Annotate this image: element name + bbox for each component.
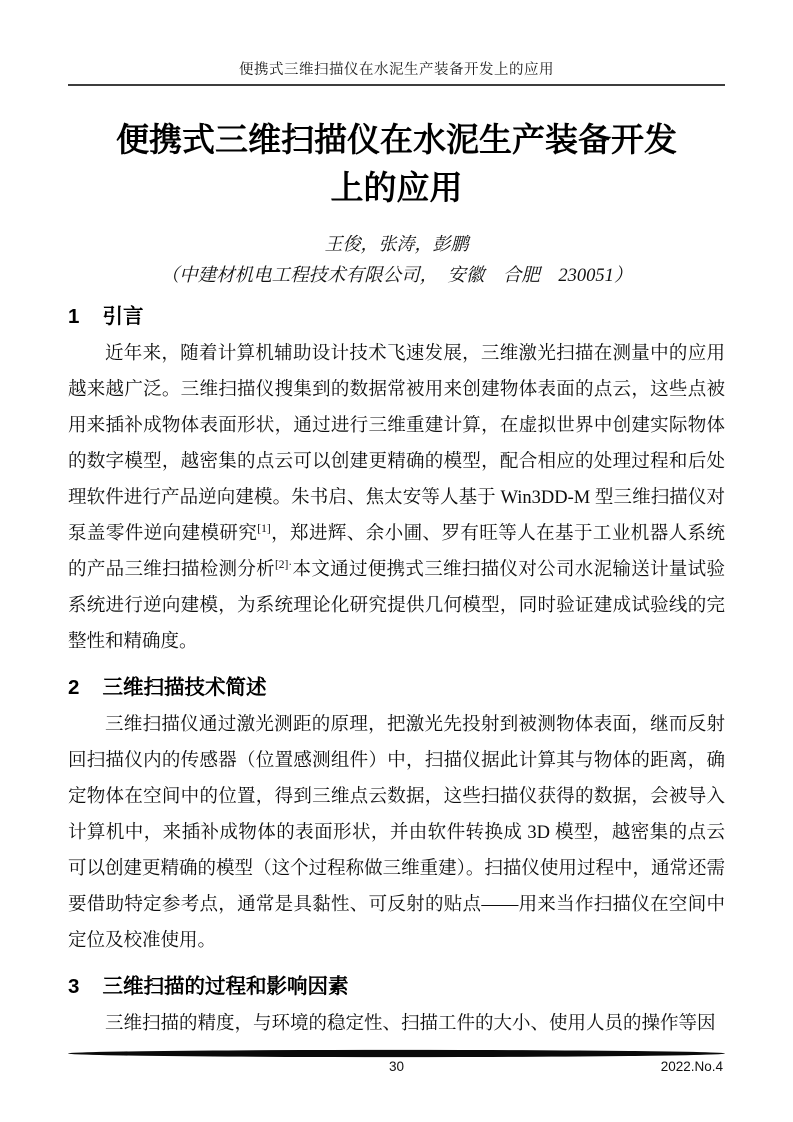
running-header-rule: [68, 0, 725, 86]
article-body: [68, 303, 725, 1042]
section-heading-3: [68, 973, 725, 1001]
paragraph-introduction: [68, 336, 725, 660]
paragraph-scanning-process: 三维扫描的精度，与环境的稳定性、扫描工件的大小、使用人员的操作等因: [105, 1014, 716, 1034]
running-header: 便携式三维扫描仪在水泥生产装备开发上的应用: [239, 62, 554, 78]
paragraph-1-text-end: 本文通过便携式三维扫描仪对公司水泥输送计量试验系统进行逆向建模，为系统理论化研究提供几何模型，同时验证建成试验线的完整性和精确度。: [68, 560, 725, 652]
paragraph-1-text: 近年来，随着计算机辅助设计技术飞速发展，三维激光扫描在测量中的应用越来越广泛。三维扫描仪搜集到的数据常被用来创建物体表面的点云，这些点被用来插补成物体表面形状，通过进行三维重建计算，在虚拟世界中创建实际物体的数字模型，越密集的点云可以创建更精确的模型，配合相应的处理过程和后处理软件进行产品逆向建模。朱书启、焦太安等人基于 Win3DD-M 型三维扫描仪对泵盖零件逆向建模研究: [68, 344, 725, 544]
authors-line: 王俊，张涛，彭鹏: [324, 234, 469, 254]
article-title-line1: 便携式三维扫描仪在水泥生产装备开发: [116, 121, 677, 158]
paragraph-1-text-continued: ，郑进辉、余小圃、罗有旺等人在基于工业机器人系统的产品三维扫描检测分析: [68, 524, 725, 580]
section-title-1: 引言: [102, 305, 144, 328]
page-number: 30: [388, 1059, 405, 1074]
affiliation-line: （中建材机电工程技术有限公司， 安徽 合肥 230051）: [160, 266, 633, 286]
citation-ref-1: [1]: [257, 522, 271, 535]
article-title: [60, 116, 733, 212]
section-number-1: 1: [68, 305, 80, 328]
issue-number: 2022.No.4: [660, 1059, 723, 1074]
footer-row: [68, 1059, 725, 1077]
citation-ref-2: [2]·: [274, 558, 293, 571]
footer-divider-rule: [68, 1049, 725, 1058]
section-heading-1: [68, 303, 725, 331]
section-heading-2: [68, 674, 725, 702]
paragraph-scanning-overview: 三维扫描仪通过激光测距的原理，把激光先投射到被测物体表面，继而反射回扫描仪内的传感器（位置感测组件）中，扫描仪据此计算其与物体的距离，确定物体在空间中的位置，得到三维点云数据，这些扫描仪获得的数据，会被导入计算机中，来插补成物体的表面形状，并由软件转换成 3D 模型，越密集的点云可以创建更精确的模型（这个过程称做三维重建）。扫描仪使用过程中，通常还需要借助特定参考点，通常是具黏性、可反射的贴点——用来当作扫描仪在空间中定位及校准使用。: [68, 715, 725, 951]
section-number-2: 2: [68, 676, 80, 699]
section-title-2: 三维扫描技术简述: [102, 676, 267, 699]
article-title-line2: 上的应用: [330, 169, 463, 206]
section-number-3: 3: [68, 975, 80, 998]
section-title-3: 三维扫描的过程和影响因素: [102, 975, 349, 998]
page-footer: [68, 1049, 725, 1077]
